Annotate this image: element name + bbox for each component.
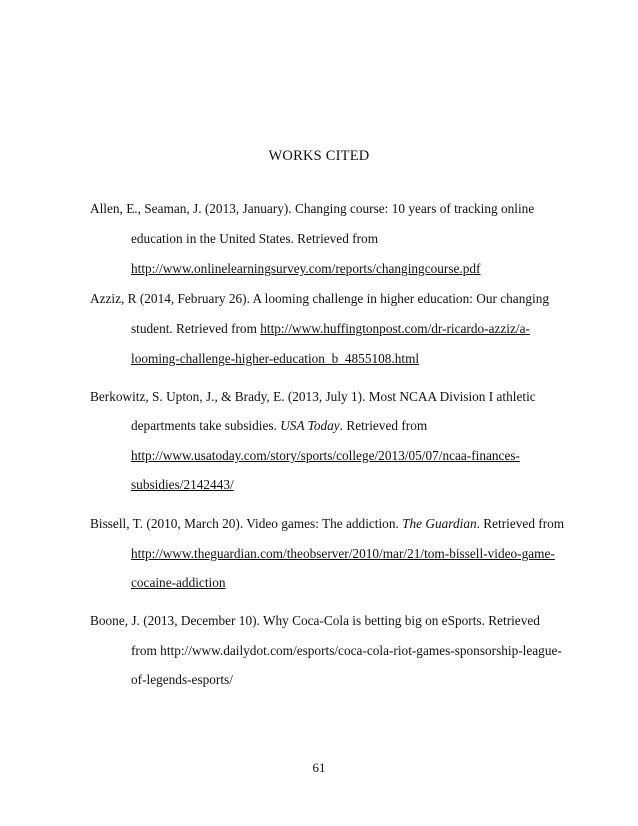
reference-bissell-text: Bissell, T. (2010, March 20). Video games: The addiction. <box>90 516 403 531</box>
reference-berkowitz-link-part-2[interactable]: subsidies/2142443/ <box>131 477 234 492</box>
reference-berkowitz-link-part-1[interactable]: http://www.usatoday.com/story/sports/college/2013/05/07/ncaa-finances- <box>131 448 520 463</box>
reference-bissell-source: The Guardian <box>402 516 477 531</box>
reference-berkowitz-line-2 <box>131 417 427 435</box>
reference-berkowitz-source: USA Today <box>280 418 340 433</box>
reference-bissell-link-part-2[interactable]: cocaine-addiction <box>131 575 226 590</box>
reference-azziz-retrieved-text: student. Retrieved from <box>131 321 261 336</box>
reference-allen-link[interactable]: http://www.onlinelearningsurvey.com/reports/changingcourse.pdf <box>131 261 481 276</box>
reference-allen-line-2: education in the United States. Retrieved from <box>131 231 379 246</box>
page-number: 61 <box>312 760 326 775</box>
reference-bissell-line-1 <box>90 515 564 533</box>
reference-azziz-link-part-2[interactable]: looming-challenge-higher-education_b_4855108.html <box>131 351 420 366</box>
reference-azziz-line-2 <box>131 320 530 338</box>
reference-allen-line-1: Allen, E., Seaman, J. (2013, January). Changing course: 10 years of tracking online <box>90 201 535 216</box>
reference-azziz-link-part-1[interactable]: http://www.huffingtonpost.com/dr-ricardo-azziz/a- <box>260 321 530 336</box>
page-title: WORKS CITED <box>268 148 370 164</box>
reference-bissell-link-part-1[interactable]: http://www.theguardian.com/theobserver/2010/mar/21/tom-bissell-video-game- <box>131 546 555 561</box>
reference-boone-line-1: Boone, J. (2013, December 10). Why Coca-Cola is betting big on eSports. Retrieved <box>90 613 540 628</box>
reference-azziz-line-1: Azziz, R (2014, February 26). A looming challenge in higher education: Our changing <box>90 291 549 306</box>
reference-berkowitz-retrieved-text: . Retrieved from <box>339 418 428 433</box>
reference-boone-line-2: from http://www.dailydot.com/esports/coca-cola-riot-games-sponsorship-league- <box>131 643 562 658</box>
reference-boone-line-3: of-legends-esports/ <box>131 672 233 687</box>
reference-bissell-retrieved-text: . Retrieved from <box>476 516 565 531</box>
reference-berkowitz-line-1: Berkowitz, S. Upton, J., & Brady, E. (2013, July 1). Most NCAA Division I athletic <box>90 389 536 404</box>
reference-berkowitz-text: departments take subsidies. <box>131 418 281 433</box>
